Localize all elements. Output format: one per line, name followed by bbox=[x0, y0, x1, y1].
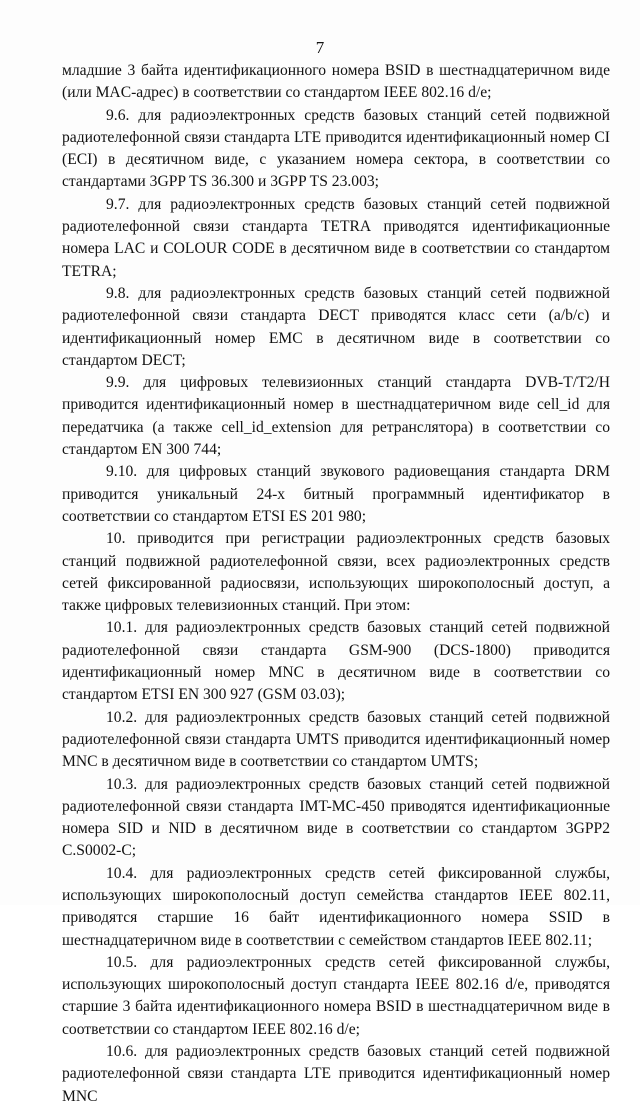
document-body bbox=[62, 60, 610, 1108]
paragraph-10-4: 10.4. для радиоэлектронных средств сетей фиксированной службы, использующих широкополосный доступ семейства стандартов IEEE 802.11, приводятся старшие 16 байт идентификационного номера SSID в шестнадцатеричном виде в соответствии с семейством стандартов IEEE 802.11; bbox=[62, 864, 610, 949]
paragraph-10-1: 10.1. для радиоэлектронных средств базовых станций сетей подвижной радиотелефонной связи стандарта GSM-900 (DCS-1800) приводится идентификационный номер MNC в десятичном виде в соответствии со стандартом ETSI EN 300 927 (GSM 03.03); bbox=[62, 619, 610, 704]
paragraph-9-9: 9.9. для цифровых телевизионных станций стандарта DVB-T/T2/H приводится идентификационный номер в шестнадцатеричном виде cell_id для передатчика (а также cell_id_extension для ретранслятора) в соответствии со стандартом EN 300 744; bbox=[62, 374, 610, 459]
paragraph-10-2: 10.2. для радиоэлектронных средств базовых станций сетей подвижной радиотелефонной связи стандарта UMTS приводится идентификационный номер MNC в десятичном виде в соответствии со стандартом UMTS; bbox=[62, 708, 610, 771]
paragraph-10: 10. приводится при регистрации радиоэлектронных средств базовых станций подвижной радиотелефонной связи, всех радиоэлектронных средств сетей фиксированной радиосвязи, использующих широкополосный доступ, а также цифровых телевизионных станций. При этом: bbox=[62, 530, 610, 615]
paragraph-10-3: 10.3. для радиоэлектронных средств базовых станций сетей подвижной радиотелефонной связи стандарта IMT-MC-450 приводятся идентификационные номера SID и NID в десятичном виде в соответствии со стандартом 3GPP2 C.S0002-C; bbox=[62, 775, 610, 860]
page-number: 7 bbox=[315, 38, 325, 57]
paragraph-9-7: 9.7. для радиоэлектронных средств базовых станций сетей подвижной радиотелефонной связи стандарта TETRA приводятся идентификационные номера LAC и COLOUR CODE в десятичном виде в соответствии со стандартом TETRA; bbox=[62, 195, 610, 280]
paragraph-9-6: 9.6. для радиоэлектронных средств базовых станций сетей подвижной радиотелефонной связи стандарта LTE приводится идентификационный номер CI (ECI) в десятичном виде, с указанием номера сектора, в соответствии со стандартами 3GPP TS 36.300 и 3GPP TS 23.003; bbox=[62, 106, 610, 191]
paragraph-continuation: младшие 3 байта идентификационного номера BSID в шестнадцатеричном виде (или MAC-адрес) в соответствии со стандартом IEEE 802.16 d/e; bbox=[62, 62, 610, 102]
paragraph-9-10: 9.10. для цифровых станций звукового радиовещания стандарта DRM приводится уникальный 24-х битный программный идентификатор в соответствии со стандартом ETSI ES 201 980; bbox=[62, 463, 610, 525]
paragraph-10-6: 10.6. для радиоэлектронных средств базовых станций сетей подвижной радиотелефонной связи стандарта LTE приводится идентификационный номер MNC bbox=[62, 1043, 610, 1105]
paragraph-10-5: 10.5. для радиоэлектронных средств сетей фиксированной службы, использующих широкополосный доступ стандарта IEEE 802.16 d/e, приводятся старшие 3 байта идентификационного номера BSID в шестнадцатеричном виде в соответствии со стандартом IEEE 802.16 d/e; bbox=[62, 953, 610, 1038]
paragraph-9-8: 9.8. для радиоэлектронных средств базовых станций сетей подвижной радиотелефонной связи стандарта DECT приводятся класс сети (a/b/c) и идентификационный номер EMC в десятичном виде в соответствии со стандартом DECT; bbox=[62, 284, 610, 369]
